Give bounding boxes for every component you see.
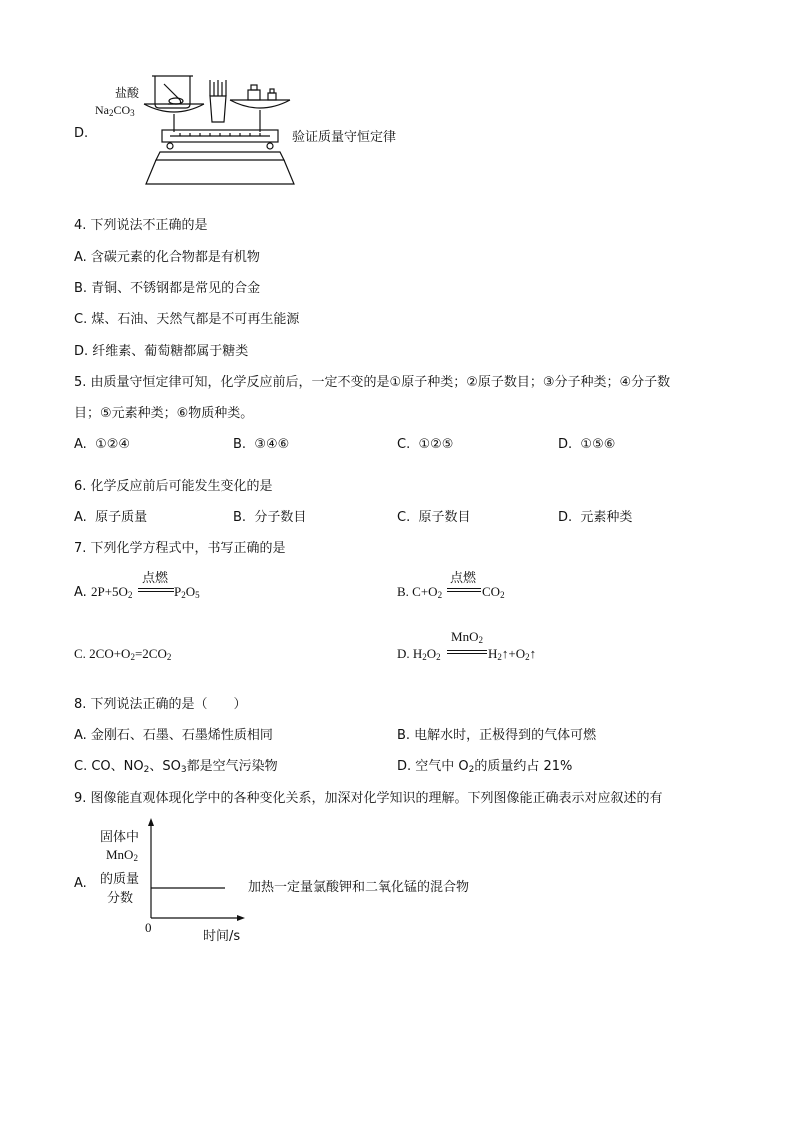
q6-option-d: D. 元素种类 <box>558 510 633 525</box>
q3-option-d-text: 验证质量守恒定律 <box>292 130 397 145</box>
q8-option-b: B. 电解水时，正极得到的气体可燃 <box>397 728 597 743</box>
q4-option-d: D. 纤维素、葡萄糖都属于糖类 <box>74 344 249 359</box>
figure-label-na2co3: $Na_2CO_3$ <box>95 103 135 118</box>
q5-stem-line2: 目；⑤元素种类；⑥物质种类。 <box>74 406 254 421</box>
q7-stem: 7. 下列化学方程式中，书写正确的是 <box>74 541 286 556</box>
q3-option-d-label: D. <box>74 126 89 141</box>
q9-stem: 9. 图像能直观体现化学中的各种变化关系，加深对化学知识的理解。下列图像能正确表示对应叙述的有 <box>74 791 663 806</box>
q8-option-d: D. 空气中 $O_2$的质量约占 21% <box>397 759 573 775</box>
q7-option-d-right: $H_2↑+O_2↑$ <box>488 646 537 662</box>
q7-option-d-condition: MnO$_2$ <box>451 629 483 645</box>
q9-option-a-label: A. <box>74 876 87 891</box>
q7-option-a-equals <box>138 588 174 592</box>
q5-option-b: B. ③④⑥ <box>233 437 290 452</box>
q9-graph <box>145 818 247 922</box>
q6-option-a: A. 原子质量 <box>74 510 148 525</box>
q8-option-a: A. 金刚石、石墨、石墨烯性质相同 <box>74 728 273 743</box>
q4-stem: 4. 下列说法不正确的是 <box>74 218 208 233</box>
figure-label-acid: 盐酸 <box>115 86 140 100</box>
q7-option-b-left: B. $C+O_2$ <box>397 584 443 600</box>
q6-option-b: B. 分子数目 <box>233 510 307 525</box>
q4-option-c: C. 煤、石油、天然气都是不可再生能源 <box>74 312 300 327</box>
q5-option-d: D. ①⑤⑥ <box>558 437 616 452</box>
graph-y-label-4: 分数 <box>107 891 134 906</box>
q6-stem: 6. 化学反应前后可能发生变化的是 <box>74 479 273 494</box>
q7-option-a-left: $2P+5O_2$ <box>91 584 133 600</box>
q4-option-b: B. 青铜、不锈钢都是常见的合金 <box>74 281 261 296</box>
q7-option-b-condition: 点燃 <box>449 571 476 586</box>
graph-y-label-1: 固体中 <box>100 830 140 845</box>
q5-option-c: C. ①②⑤ <box>397 437 454 452</box>
q7-option-d-left: D. $H_2O_2$ <box>397 646 441 662</box>
balance-figure <box>140 74 300 188</box>
q7-option-d-equals <box>447 650 487 654</box>
graph-origin-label: 0 <box>145 920 152 935</box>
graph-y-label-3: 的质量 <box>100 872 140 887</box>
q7-option-a-right: $P_2O_5$ <box>174 584 200 600</box>
graph-y-label-2: MnO$_2$ <box>106 847 138 863</box>
q7-option-b-equals <box>447 588 481 592</box>
q7-option-a-condition: 点燃 <box>141 571 168 586</box>
graph-x-label: 时间/s <box>203 929 241 944</box>
q6-option-c: C. 原子数目 <box>397 510 471 525</box>
q7-option-a-label: A. <box>74 585 87 600</box>
q7-option-c: C. $2CO+O_2=2CO_2$ <box>74 646 172 662</box>
q8-stem: 8. 下列说法正确的是（ ） <box>74 697 247 712</box>
q4-option-a: A. 含碳元素的化合物都是有机物 <box>74 250 260 265</box>
q9-option-a-text: 加热一定量氯酸钾和二氧化锰的混合物 <box>248 880 470 895</box>
q5-stem-line1: 5. 由质量守恒定律可知，化学反应前后，一定不变的是①原子种类；②原子数目；③分子种类；④分子数 <box>74 375 671 390</box>
q5-option-a: A. ①②④ <box>74 437 131 452</box>
q8-option-c: C. CO、$NO_2$、$SO_3$都是空气污染物 <box>74 759 278 775</box>
q7-option-b-right: $CO_2$ <box>482 584 505 600</box>
